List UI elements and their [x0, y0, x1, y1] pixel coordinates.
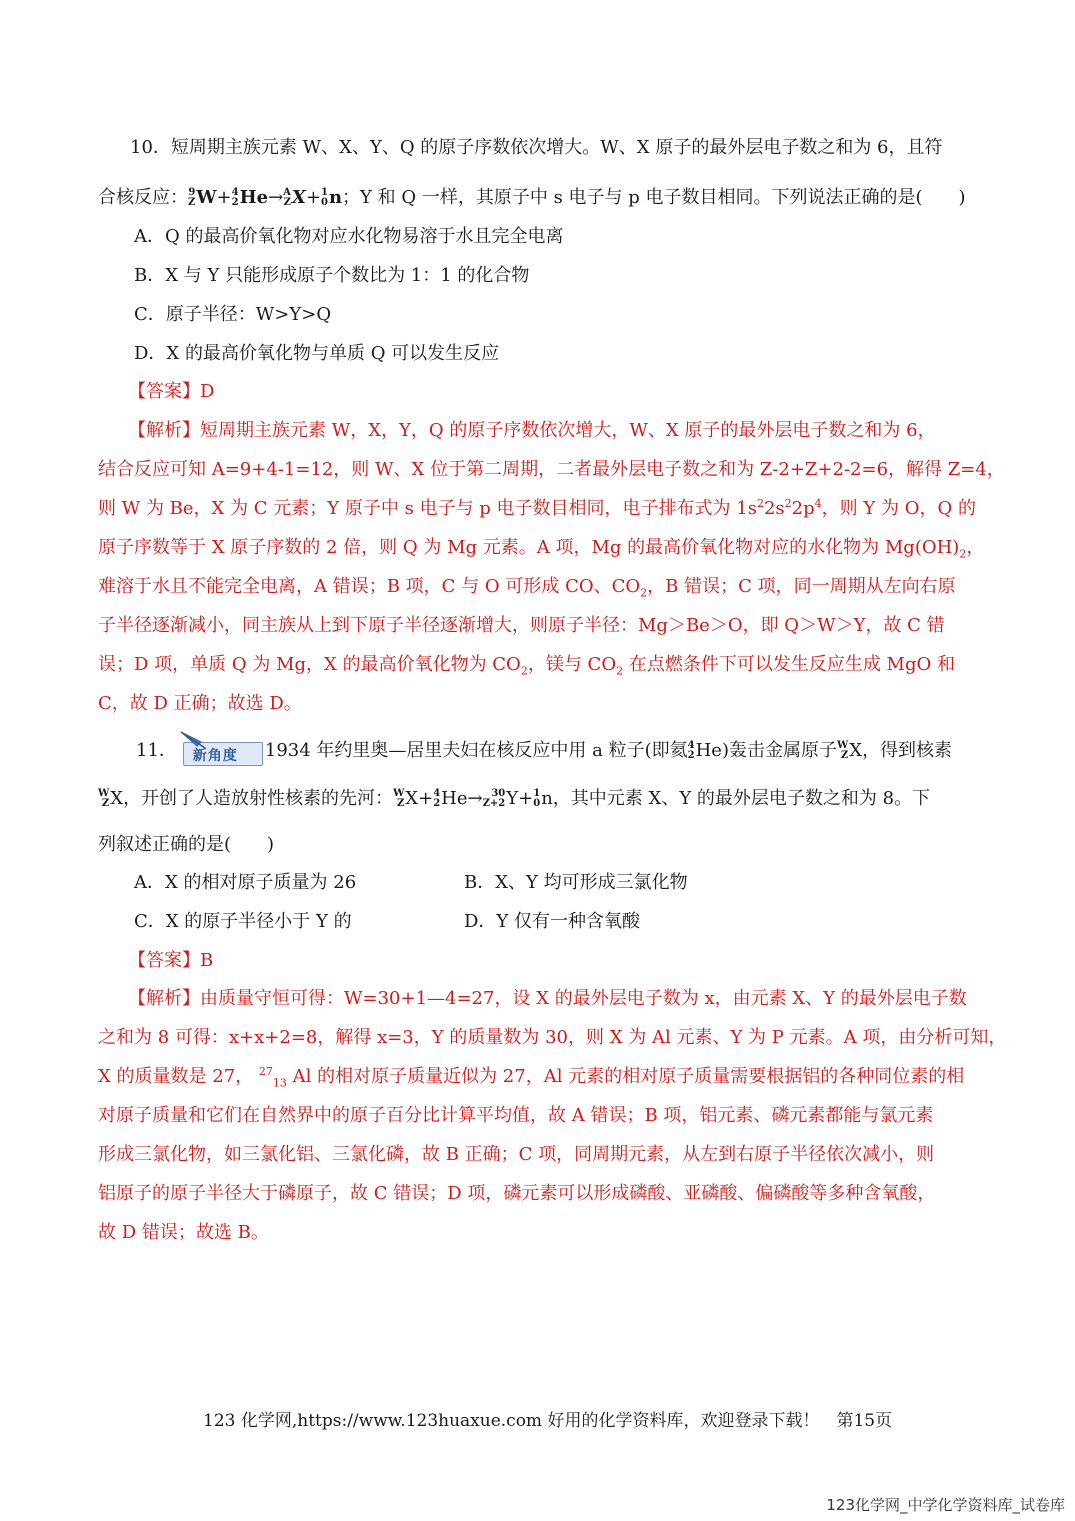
he-scripts: [688, 741, 695, 761]
q11-stem-line1: [136, 736, 952, 766]
watermark: 123化学网_中学化学资料库_试卷库: [826, 1496, 1065, 1514]
q10-analysis-line1: [128, 419, 936, 443]
he-symbol: He→: [441, 788, 483, 809]
analysis-text: 2s: [763, 498, 785, 519]
x-scripts: [283, 188, 291, 208]
subscript: 13: [272, 1076, 287, 1090]
analysis-text: 则 W 为 Be，X 为 C 元素；Y 原子中 s 电子与 p 电子数目相同，电子排布式为 1s: [98, 498, 757, 519]
n-mass: 1: [320, 187, 328, 198]
n-z: 0: [320, 197, 328, 208]
x-mass: W: [837, 740, 849, 751]
plus: +: [216, 187, 232, 208]
analysis-text: ，镁与 CO: [527, 654, 617, 675]
stem-text: ，其中元素 X、Y 的最外层电子数之和为 8。下: [552, 788, 931, 809]
q11-answer: [128, 949, 213, 973]
x-symbol: X: [291, 187, 306, 208]
he-symbol: He: [239, 187, 269, 208]
stem-text: 1934 年约里奥—居里夫妇在核反应中用 a 粒子(即氦: [264, 740, 688, 761]
superscript: 27: [258, 1065, 273, 1078]
q10-analysis-line8: C，故 D 正确；故选 D。: [98, 693, 302, 714]
x-nuclide: [98, 787, 123, 811]
q11-stem-line3: 列叙述正确的是( ): [98, 834, 275, 855]
n-scripts: [321, 188, 328, 208]
he-scripts: [433, 789, 440, 809]
he-mass: 4: [433, 788, 441, 799]
analysis-tag: 【解析】: [128, 988, 200, 1009]
q11-option-a: A．X 的相对原子质量为 26: [134, 872, 357, 893]
q10-analysis-line2: 结合反应可知 A=9+4-1=12，则 W、X 位于第二周期，二者最外层电子数之和为 Z-2+Z+2-2=6，解得 Z=4，: [98, 459, 1005, 480]
x-scripts: [98, 789, 109, 809]
q10-option-c: C．原子半径：W>Y>Q: [134, 304, 332, 325]
q10-analysis-line7: [98, 653, 955, 677]
analysis-text: 误；D 项，单质 Q 为 Mg，X 的最高价氧化物为 CO: [98, 654, 521, 675]
q11-analysis-line1: [128, 987, 967, 1011]
answer-tag: 【答案】: [128, 381, 200, 402]
x-symbol: X+: [405, 788, 434, 809]
w-symbol: W: [196, 187, 217, 208]
x-scripts: [393, 789, 404, 809]
he-mass: 4: [231, 187, 239, 198]
q11-analysis-line2: 之和为 8 可得：x+x+2=8，解得 x=3，Y 的质量数为 30，则 X 为 Al 元素、Y 为 P 元素。A 项，由分析可知，: [98, 1027, 1007, 1048]
q10-analysis-line3: [98, 497, 976, 521]
q11-analysis-line5: 形成三氯化物，如三氯化铝、三氯化磷，故 B 正确；C 项，同周期元素，从左到右原子半径依次减小，则: [98, 1144, 935, 1165]
stem-text: ，得到核素: [862, 740, 953, 761]
q10-analysis-line4: [98, 536, 984, 560]
q10-analysis-line5: [98, 575, 956, 599]
analysis-text: 短周期主族元素 W，X，Y，Q 的原子序数依次增大，W、X 原子的最外层电子数之和为 6，: [200, 420, 936, 441]
arrow: →: [268, 187, 284, 208]
subscript: 2: [640, 586, 648, 600]
n-symbol: n: [541, 788, 553, 809]
x-symbol: X: [110, 788, 124, 809]
q11-option-c: C．X 的原子半径小于 Y 的: [134, 911, 352, 932]
he-z: 2: [687, 750, 695, 761]
x-mass: W: [393, 788, 405, 799]
superscript: 4: [814, 497, 822, 510]
y-mass: 30: [491, 788, 506, 799]
he-symbol: He: [695, 740, 722, 761]
q10-option-a: A．Q 的最高价氧化物对应水化物易溶于水且完全电离: [134, 226, 564, 247]
he-z: 2: [433, 798, 441, 809]
analysis-tag: 【解析】: [128, 420, 200, 441]
q11-analysis-line4: 对原子质量和它们在自然界中的原子百分比计算平均值，故 A 错误；B 项，铝元素、磷元素都能与氯元素: [98, 1105, 934, 1126]
y-z: Z+2: [482, 798, 506, 809]
analysis-text: X 的质量数是 27，: [98, 1066, 259, 1087]
x-symbol: X: [849, 740, 863, 761]
analysis-text: ，: [966, 537, 985, 558]
x-mass: A: [283, 187, 291, 198]
q10-stem-prefix: 合核反应：: [98, 187, 188, 208]
answer-value: D: [200, 381, 215, 402]
stem-text: )轰击金属原子: [721, 740, 837, 761]
analysis-text: 原子序数等于 X 原子序数的 2 倍，则 Q 为 Mg 元素。A 项，Mg 的最高价氧化物对应的水化物为 Mg(OH): [98, 537, 960, 558]
new-angle-badge: [179, 736, 263, 766]
nuclear-equation: [393, 787, 553, 811]
q11-analysis-line6: 铝原子的原子半径大于磷原子，故 C 错误；D 项，磷元素可以形成磷酸、亚磷酸、偏磷酸等多种含氧酸，: [98, 1183, 936, 1204]
w-z: Z: [188, 197, 196, 208]
superscript: 2: [756, 497, 764, 510]
subscript: 2: [616, 664, 624, 678]
n-mass: 1: [533, 788, 541, 799]
n-symbol: n: [328, 187, 343, 208]
q10-stem-line1: 10．短周期主族元素 W、X、Y、Q 的原子序数依次增大。W、X 原子的最外层电子数之和为 6，且符: [130, 137, 943, 158]
badge-text: 新角度: [192, 748, 238, 764]
x-nuclide: [837, 739, 862, 763]
x-mass: W: [98, 788, 110, 799]
x-z: Z: [840, 750, 849, 761]
answer-value: B: [200, 950, 214, 971]
subscript: 2: [520, 664, 528, 678]
q11-option-d: D．Y 仅有一种含氧酸: [464, 911, 641, 932]
analysis-text: 2p: [791, 498, 815, 519]
q10-option-b: B．X 与 Y 只能形成原子个数比为 1：1 的化合物: [134, 265, 530, 286]
y-symbol: Y+: [506, 788, 534, 809]
q11-analysis-line7: 故 D 错误；故选 B。: [98, 1222, 269, 1243]
q10-analysis-line6: 子半径逐渐减小，同主族从上到下原子半径逐渐增大，则原子半径：Mg＞Be＞O，即 Q＞W＞Y，故 C 错: [98, 615, 945, 636]
y-scripts: [483, 789, 506, 809]
q10-stem-line2: [98, 186, 966, 210]
q10-stem-suffix: ；Y 和 Q 一样，其原子中 s 电子与 p 电子数目相同。下列说法正确的是( ): [342, 187, 966, 208]
he-z: 2: [231, 197, 239, 208]
q11-option-b: B．X、Y 均可形成三氯化物: [464, 872, 688, 893]
x-z: Z: [396, 798, 405, 809]
x-z: Z: [101, 798, 110, 809]
he-mass: 4: [687, 740, 695, 751]
q11-stem-line2: [98, 787, 930, 811]
he-scripts: [232, 188, 239, 208]
n-scripts: [533, 789, 540, 809]
analysis-text: 由质量守恒可得：W=30+1—4=27，设 X 的最外层电子数为 x，由元素 X、Y 的最外层电子数: [200, 988, 967, 1009]
q10-option-d: D．X 的最高价氧化物与单质 Q 可以发生反应: [134, 343, 500, 364]
nuclear-equation: [188, 186, 342, 210]
analysis-text: 在点燃条件下可以发生反应生成 MgO 和: [623, 654, 955, 675]
n-z: 0: [533, 798, 541, 809]
analysis-text: ，B 错误；C 项，同一周期从左向右原: [647, 576, 956, 597]
plus: +: [305, 187, 321, 208]
q11-analysis-line3: [98, 1065, 964, 1089]
analysis-text: Al 的相对原子质量近似为 27，Al 元素的相对原子质量需要根据铝的各种同位素的相: [286, 1066, 965, 1087]
answer-tag: 【答案】: [128, 950, 200, 971]
superscript: 2: [784, 497, 792, 510]
subscript: 2: [959, 547, 967, 561]
analysis-text: 难溶于水且不能完全电离，A 错误；B 项，C 与 O 可形成 CO、CO: [98, 576, 641, 597]
page-footer: 123 化学网,https://www.123huaxue.com 好用的化学资料库，欢迎登录下载！ 第15页: [203, 1411, 893, 1431]
question-number: 11．: [136, 740, 177, 761]
w-scripts: [188, 188, 195, 208]
analysis-text: ，则 Y 为 O，Q 的: [821, 498, 976, 519]
x-scripts: [837, 741, 848, 761]
q10-answer: [128, 380, 214, 404]
stem-text: ，开创了人造放射性核素的先河：: [123, 788, 394, 809]
w-mass: 9: [188, 187, 196, 198]
x-z: Z: [283, 197, 291, 208]
he-nuclide: [688, 739, 722, 763]
